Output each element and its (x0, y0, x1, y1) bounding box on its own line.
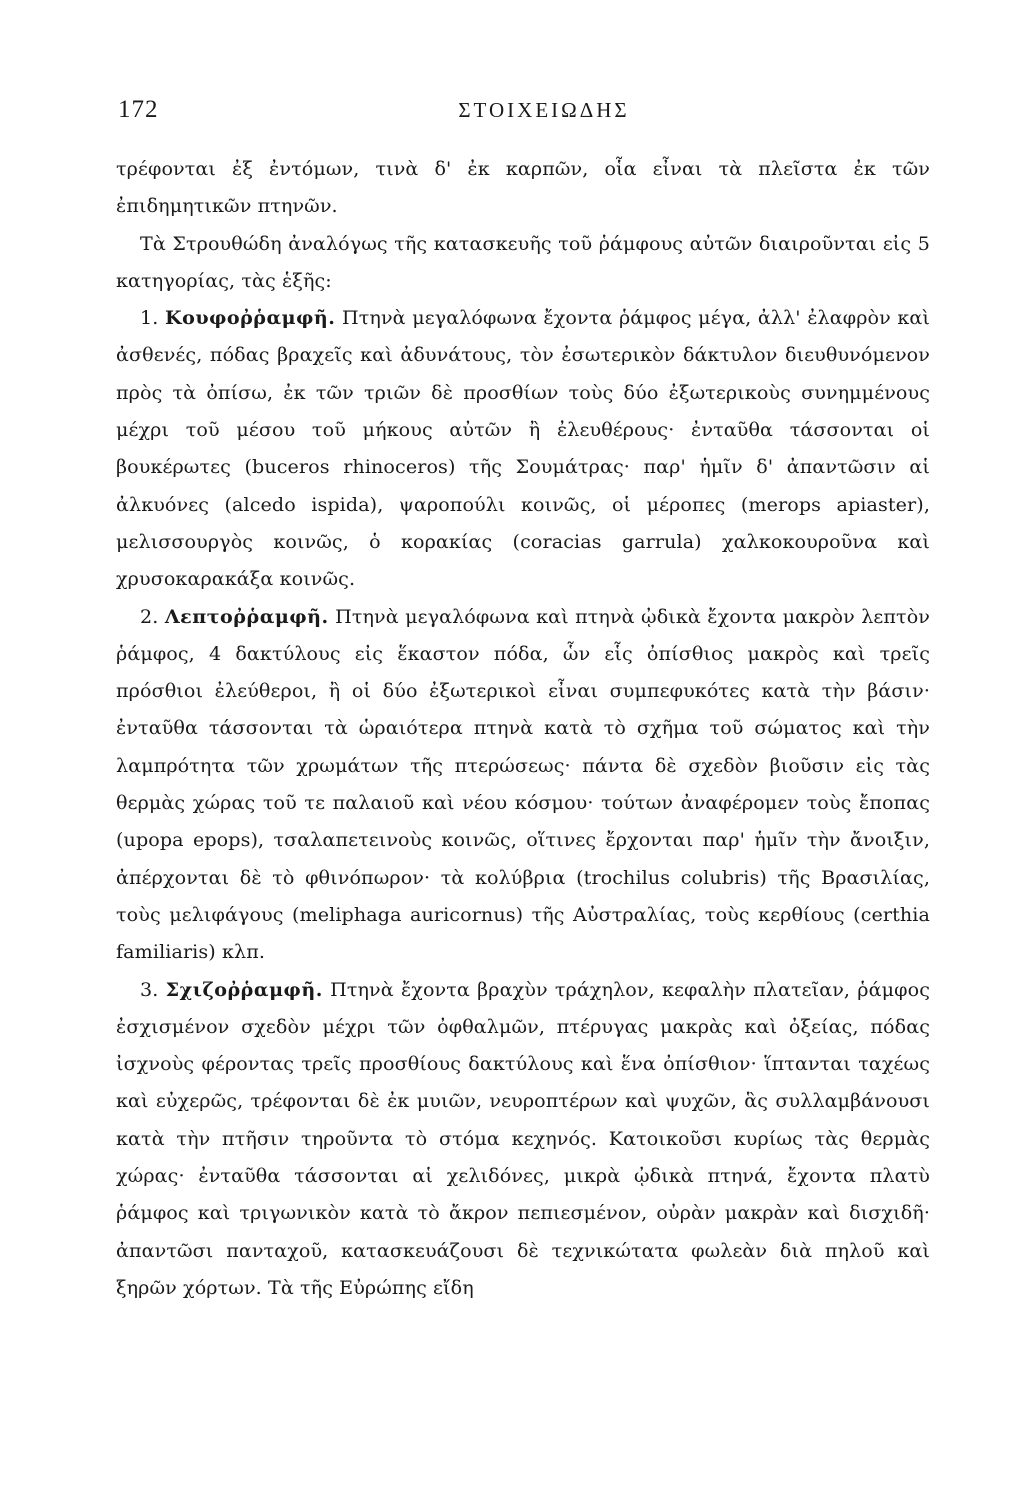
category-text: Πτηνὰ μεγαλόφωνα καὶ πτηνὰ ᾠδικὰ ἔχοντα μακρὸν λεπτὸν ῥάμφος, 4 δακτύλους εἰς ἕκαστον πόδα, ὧν εἷς ὀπίσθιος μακρὸς καὶ τρεῖς πρόσθιοι ἐλεύθεροι, ἢ οἱ δύο ἐξωτερικοὶ εἶναι συμπεφυκότες κατὰ τὴν βάσιν· ἐνταῦθα τάσσονται τὰ ὡραιότερα πτηνὰ κατὰ τὸ σχῆμα τοῦ σώματος καὶ τὴν λαμπρότητα τῶν χρωμάτων τῆς πτερώσεως· πάντα δὲ σχεδὸν βιοῦσιν εἰς τὰς θερμὰς χώρας τοῦ τε παλαιοῦ καὶ νέου κόσμου· τούτων ἀναφέρομεν τοὺς ἔποπας (upopa epops), τσαλαπετεινοὺς κοινῶς, οἵτινες ἔρχονται παρ' ἡμῖν τὴν ἄνοιξιν, ἀπέρχονται δὲ τὸ φθινόπωρον· τὰ κολύβρια (trochilus colubris) τῆς Βρασιλίας, τοὺς μελιφάγους (meliphaga auricornus) τῆς Αὐστραλίας, τοὺς κερθίους (certhia familiaris) κλπ. (116, 604, 931, 964)
classification-paragraph: Τὰ Στρουθώδη ἀναλόγως τῆς κατασκευῆς τοῦ ῥάμφους αὐτῶν διαιροῦνται εἰς 5 κατηγορίας, τὰς ἑξῆς: (116, 231, 930, 292)
category-term: Σχιζοῤῥαμφῆ. (165, 977, 323, 1001)
category-text: Πτηνὰ μεγαλόφωνα ἔχοντα ῥάμφος μέγα, ἀλλ' ἐλαφρὸν καὶ ἀσθενές, πόδας βραχεῖς καὶ ἀδυνάτους, τὸν ἐσωτερικὸν δάκτυλον διευθυνόμενον πρὸς τὰ ὀπίσω, ἐκ τῶν τριῶν δὲ προσθίων τοὺς δύο ἐξωτερικοὺς συνημμένους μέχρι τοῦ μέσου τοῦ μήκους αὐτῶν ἢ ἐλευθέρους· ἐνταῦθα τάσσονται οἱ βουκέρωτες (buceros rhinoceros) τῆς Σουμάτρας· παρ' ἡμῖν δ' ἀπαντῶσιν αἱ ἀλκυόνες (alcedo ispida), ψαροπούλι κοινῶς, οἱ μέροπες (merops apiaster), μελισσουργὸς κοινῶς, ὁ κορακίας (coracias garrula) χαλκοκουροῦνα καὶ χρυσοκαρακάξα κοινῶς. (116, 306, 931, 591)
category-text: Πτηνὰ ἔχοντα βραχὺν τράχηλον, κεφαλὴν πλατεῖαν, ῥάμφος ἐσχισμένον σχεδὸν μέχρι τῶν ὀφθαλμῶν, πτέρυγας μακρὰς καὶ ὀξείας, πόδας ἰσχνοὺς φέροντας τρεῖς προσθίους δακτύλους καὶ ἕνα ὀπίσθιον· ἵπτανται ταχέως καὶ εὐχερῶς, τρέφονται δὲ ἐκ μυιῶν, νευροπτέρων καὶ ψυχῶν, ἃς συλλαμβάνουσι κατὰ τὴν πτῆσιν τηροῦντα τὸ στόμα κεχηνός. Κατοικοῦσι κυρίως τὰς θερμὰς χώρας· ἐνταῦθα τάσσονται αἱ χελιδόνες, μικρὰ ᾠδικὰ πτηνά, ἔχοντα πλατὺ ῥάμφος καὶ τριγωνικὸν κατὰ τὸ ἄκρον πεπιεσμένον, οὐρὰν μακρὰν καὶ δισχιδῆ· ἀπαντῶσι πανταχοῦ, κατασκευάζουσι δὲ τεχνικώτατα φωλεὰν διὰ πηλοῦ καὶ ξηρῶν χόρτων. Τὰ τῆς Εὐρώπης εἴδη (116, 977, 930, 1299)
category-term: Κουφοῤῥαμφῆ. (164, 306, 336, 330)
category-paragraph-2 (116, 598, 930, 971)
category-number: 3. (140, 977, 159, 1001)
page-number: 172 (118, 96, 159, 123)
category-term: Λεπτοῤῥαμφῆ. (164, 604, 329, 628)
continuation-paragraph: τρέφονται ἐξ ἐντόμων, τινὰ δ' ἐκ καρπῶν, οἷα εἶναι τὰ πλεῖστα ἐκ τῶν ἐπιδημητικῶν πτηνῶν. (116, 157, 930, 218)
body-text (116, 150, 930, 1306)
running-title: ΣΤΟΙΧΕΙΩΔΗΣ (458, 98, 630, 122)
category-paragraph-3 (116, 971, 930, 1307)
page-header (118, 96, 930, 128)
category-number: 2. (140, 604, 159, 628)
category-paragraph-1 (116, 299, 930, 597)
category-number: 1. (140, 306, 159, 330)
